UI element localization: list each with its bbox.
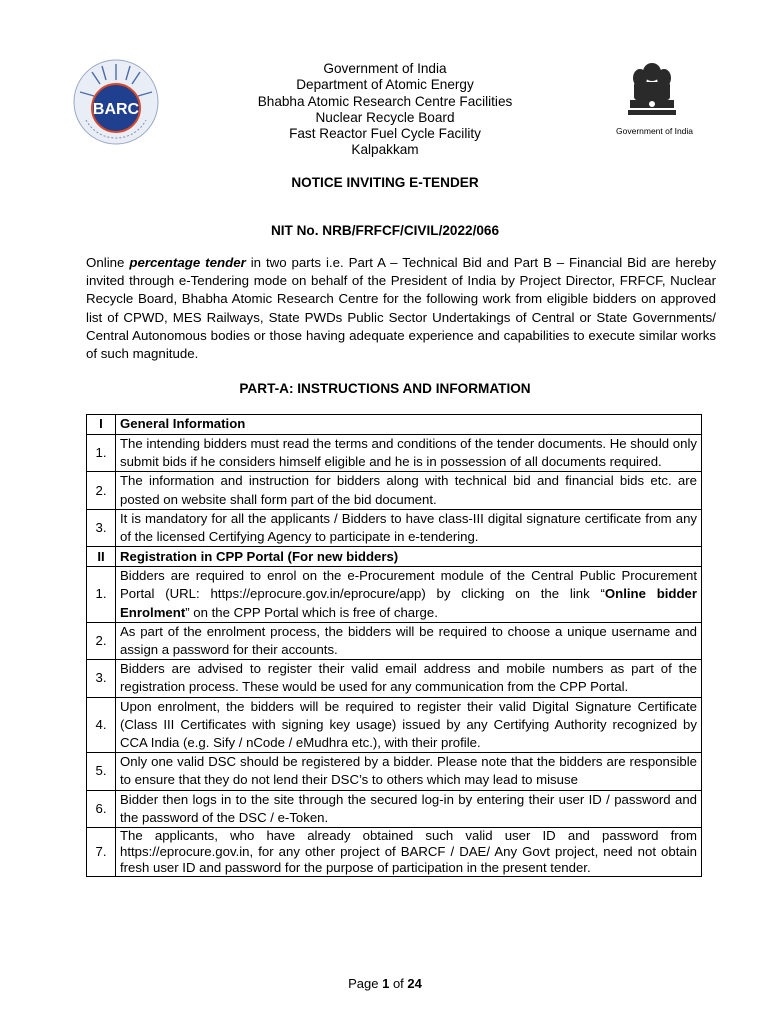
intro-prefix: Online <box>86 255 130 270</box>
row-text: Only one valid DSC should be registered by a bidder. Please note that the bidders are responsible to ensure that they do not lend their DSC’s to others which may lead to misuse <box>116 753 702 790</box>
row-text: It is mandatory for all the applicants / Bidders to have class-III digital signature certificate from any of the licensed Certifying Agency to participate in e-tendering. <box>116 509 702 546</box>
section-title: General Information <box>116 415 702 435</box>
barc-logo <box>72 58 160 146</box>
row-number: 1. <box>87 435 116 472</box>
instructions-table <box>86 414 702 877</box>
table-row <box>87 828 702 877</box>
row-number: 1. <box>87 567 116 623</box>
row-text: Bidders are advised to register their valid email address and mobile numbers as part of the registration process. These would be used for any communication from the CPP Portal. <box>116 660 702 697</box>
row-text-part: ” on the CPP Portal which is free of charge. <box>185 604 438 620</box>
header-line: Kalpakkam <box>351 142 419 158</box>
header-line: Fast Reactor Fuel Cycle Facility <box>289 126 481 142</box>
intro-paragraph <box>86 254 716 363</box>
lion-capital-icon <box>616 60 688 124</box>
nit-number: NIT No. NRB/FRFCF/CIVIL/2022/066 <box>270 223 500 238</box>
row-number: 6. <box>87 790 116 827</box>
page-footer <box>0 976 770 991</box>
enrolment-link-text: Online bidder Enrolment <box>120 586 697 620</box>
table-section-header <box>87 547 702 567</box>
table-row <box>87 567 702 623</box>
row-number: 2. <box>87 472 116 509</box>
section-number: II <box>87 547 116 567</box>
part-a-title: PART-A: INSTRUCTIONS AND INFORMATION <box>239 381 531 396</box>
header-line: Department of Atomic Energy <box>296 77 474 93</box>
intro-rest: in two parts i.e. Part A – Technical Bid and Part B – Financial Bid are hereby invited through e-Tendering mode on behalf of the President of India by Project Director, FRFCF, Nuclear Recycle Board, Bhabha Atomic Research Centre for the following work from eligible bidders on approved list of CPWD, MES Railways, State PWDs Public Sector Undertakings of Central or State Governments/ Central Autonomous bodies or those having adequate experience and capabilities to execute similar works of such magnitude. <box>86 255 716 362</box>
national-emblem <box>616 60 694 140</box>
page-of: of <box>389 976 408 991</box>
emblem-caption: Government of India <box>616 126 694 136</box>
header-line: Nuclear Recycle Board <box>315 109 455 125</box>
table-row <box>87 435 702 472</box>
section-title: Registration in CPP Portal (For new bidders) <box>116 547 702 567</box>
header-line: Bhabha Atomic Research Centre Facilities <box>257 93 513 109</box>
barc-logo-text: BARC <box>92 101 140 118</box>
row-text: As part of the enrolment process, the bidders will be required to choose a unique username and assign a password for their accounts. <box>116 622 702 659</box>
notice-title: NOTICE INVITING E-TENDER <box>291 175 479 190</box>
row-text: The intending bidders must read the terms and conditions of the tender documents. He should only submit bids if he considers himself eligible and he is in possession of all documents required. <box>116 435 702 472</box>
row-text <box>116 567 702 623</box>
page-total: 24 <box>407 976 422 991</box>
header-line: Government of India <box>323 61 447 76</box>
row-number: 2. <box>87 622 116 659</box>
row-text: The information and instruction for bidders along with technical bid and financial bids etc. are posted on website shall form part of the bid document. <box>116 472 702 509</box>
table-row <box>87 753 702 790</box>
row-text: Upon enrolment, the bidders will be required to register their valid Digital Signature Certificate (Class III Certificates with signing key usage) issued by any Certifying Authority recognized by CCA India (e.g. Sify / nCode / eMudhra etc.), with their profile. <box>116 697 702 753</box>
table-row <box>87 509 702 546</box>
row-text: The applicants, who have already obtained such valid user ID and password from https://eprocure.gov.in, for any other project of BARCF / DAE/ Any Govt project, need not obtain fresh user ID and password for the purpose of participation in the present tender. <box>116 828 702 877</box>
row-text: Bidder then logs in to the site through the secured log-in by entering their user ID / password and the password of the DSC / e-Token. <box>116 790 702 827</box>
header-address <box>200 61 570 159</box>
table-row <box>87 472 702 509</box>
table-row <box>87 660 702 697</box>
row-number: 4. <box>87 697 116 753</box>
table-section-header <box>87 415 702 435</box>
row-number: 5. <box>87 753 116 790</box>
table-row <box>87 790 702 827</box>
row-number: 7. <box>87 828 116 877</box>
intro-emphasis: percentage tender <box>129 255 246 270</box>
page-label: Page <box>348 976 383 991</box>
section-number: I <box>87 415 116 435</box>
row-number: 3. <box>87 509 116 546</box>
row-text-part: Bidders are required to enrol on the e-Procurement module of the Central Public Procurement Portal (URL: https://eprocure.gov.in/eprocure/app) by clicking on the link “ <box>120 568 697 602</box>
table-row <box>87 622 702 659</box>
row-number: 3. <box>87 660 116 697</box>
page-current: 1 <box>382 976 390 991</box>
table-row <box>87 697 702 753</box>
